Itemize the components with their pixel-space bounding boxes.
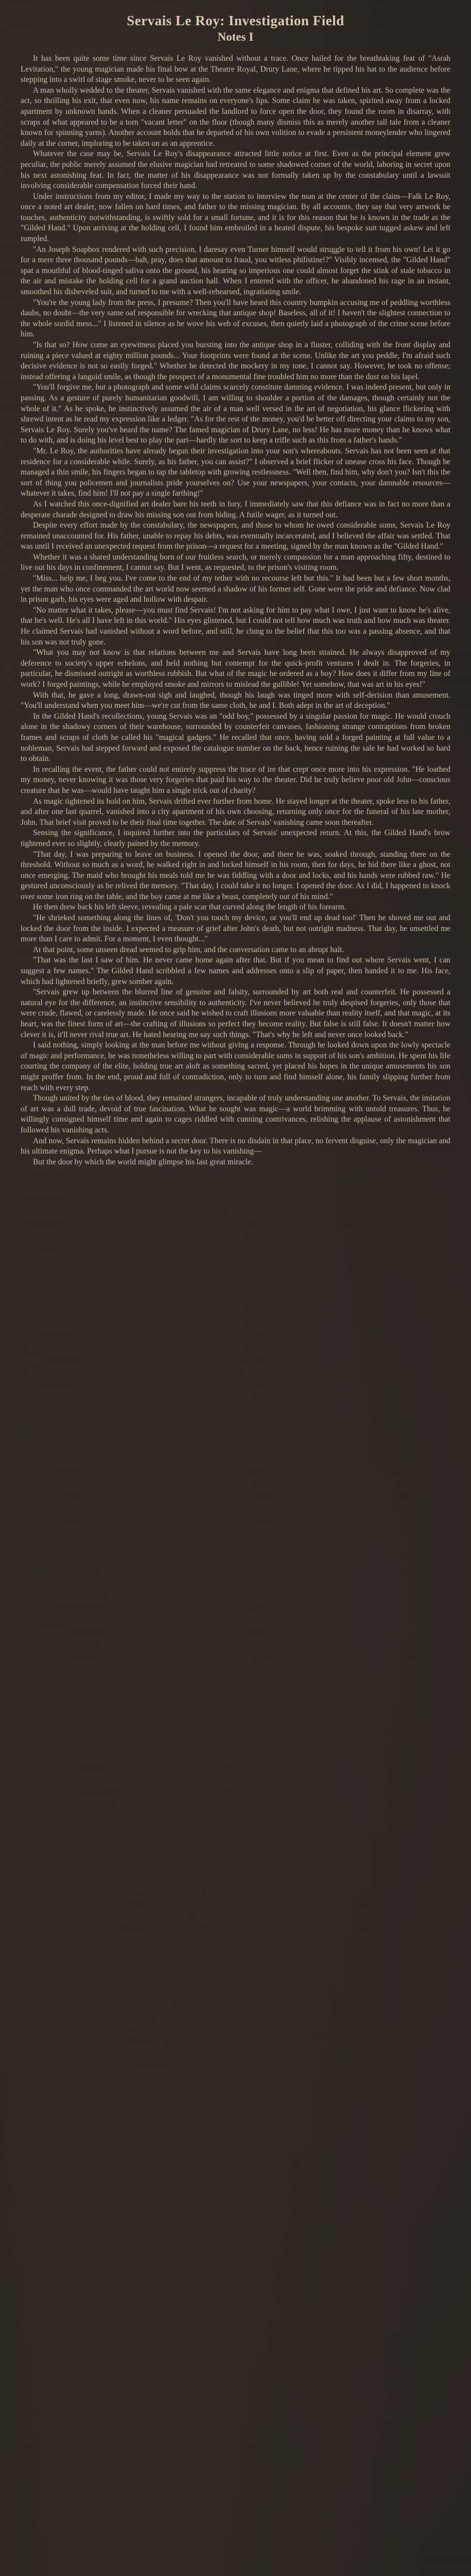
paragraph: He then drew back his left sleeve, revealing a pale scar that curved along the length of his forearm. <box>33 903 346 912</box>
paragraph: As I watched this once-dignified art dealer bare his teeth in fury, I immediately saw that this defiance was in fact no more than a desperate charade designed to draw his missing son out from hiding. A futile wager, as it turned out. <box>21 499 450 519</box>
paragraph: Though united by the ties of blood, they remained strangers, incapable of truly understanding one another. To Servais, the imitation of art was a dull trade, devoid of true fascination. What he sought was magic—a world brimming with untold treasures. Thus, he willingly consigned himself time and again to cages riddled with cunning contrivances, relishing the applause of astonishment that followed his vanishing acts. <box>21 1094 450 1134</box>
paragraph: In the Gilded Hand's recollections, young Servais was an "odd boy," possessed by a singular passion for magic. He would crouch alone in the shadowy corners of their warehouse, surrounded by counterfeit canvases, fashioning strange contraptions from broken frames and scraps of cloth he called his "magical gadgets." He recalled that once, having sold a forged painting at full value to a nobleman, Servais had stepped forward and exposed the catalogue number on the back, hence ruining the sale he had worked so hard to obtain. <box>21 711 450 764</box>
paragraph: With that, he gave a long, drawn-out sigh and laughed, though his laugh was tinged more with self-derision than amusement. "You'll understand when you meet him—we're cut from the same cloth, he and I. Both adept in the art of deception." <box>21 690 450 710</box>
document-title: Servais Le Roy: Investigation Field <box>127 13 344 28</box>
paragraph: "An Joseph Soapbox rendered with such precision, I daresay even Turner himself would struggle to tell it from his own! Let it go for a mere three thousand pounds—bah, pray, does that amount to fraud, you witless philistine!?" Visibly incensed, the "Gilded Hand" spat a mouthful of blood-tinged saliva onto the ground, his hearing so imperious one could almost forget the stink of stale tobacco in the air and mistake the holding cell for a grand auction hall. When I entered with the officer, he abandoned his rage in an instant, smoothed his disheveled suit, and turned to me with a well-rehearsed, ingratiating smile. <box>21 245 450 297</box>
paragraph: Whether it was a shared understanding born of our fruitless search, or merely compassion for a man approaching fifty, destined to live out his days in confinement, I cannot say. But I went, as requested, to the prison's visiting room. <box>21 552 450 572</box>
paragraph: "You're the young lady from the press, I presume? Then you'll have heard this country bumpkin accusing me of peddling worthless daubs, no doubt—the very same oaf responsible for wrecking that antique shop! Baseless, all of it! I haven't the slightest connection to the whole sordid mess..." I listened in silence as he wove his web of excuses, then quietly laid a photograph of the crime scene before him. <box>21 298 450 339</box>
paragraph: Despite every effort made by the constabulary, the newspapers, and those to whom he owed considerable sums, Servais Le Roy remained unaccounted for. His father, unable to repay his debts, was eventually incarcerated, and I believed the affair was settled. That was until I received an unexpected request from the prison—a request for a meeting, signed by the man known as the "Gilded Hand." <box>21 521 450 551</box>
paragraph: "Miss... help me, I beg you. I've come to the end of my tether with no recourse left but this." It had been but a few short months, yet the man who once commanded the art world now seemed a shadow of his former self. Gone were the pride and defiance. Now clad in prison garb, his eyes were aged and hollow with despair. <box>21 574 450 604</box>
paragraph: Under instructions from my editor, I made my way to the station to interview the man at the center of the claim—Falk Le Roy, once a noted art dealer, now fallen on hard times, and father to the missing magician. By all accounts, they say that very artwork he touches, authenticity notwithstanding, is swiftly sold for a small fortune, and it is for this reason that he is known in the trade as the "Gilded Hand." Upon arriving at the holding cell, I found him embroiled in a heated dispute, his bespoke suit tugged askew and left rumpled. <box>21 192 450 244</box>
paragraph: "Mr. Le Roy, the authorities have already begun their investigation into your son's whereabouts. Servais has not been seen at that residence for a considerable while. Surely, as his father, you can assist?" I observed a brief flicker of unease cross his face. Though he managed a thin smile, his fingers began to tap the tabletop with growing restlessness. "Well then, find him, why don't you? Isn't this the sort of thing you policemen and journalists pride yourselves on? Use your newspapers, your contacts, your damnable resources—whatever it takes, find him! I'll not pay a single farthing!" <box>21 446 450 498</box>
paragraph: Sensing the significance, I inquired further into the particulars of Servais' unexpected return. At this, the Gilded Hand's brow tightened ever so slightly, clearly pained by the memory. <box>21 828 450 848</box>
paragraph: "That day, I was preparing to leave on business. I opened the door, and there he was, soaked through, standing there on the threshold. Without so much as a word, he walked right in and locked himself in his room, then for days, he hid there like a ghost, not once emerging. The maid who brought his meals told me he was fiddling with a door and locks, and his hands were rubbed raw." He gestured unconsciously as he relived the memory. "That day, I could take it no longer. I opened the door. As I did, I happened to knock over some iron ring on the table, and the boy came at me like a beast, completely out of his mind." <box>21 850 450 901</box>
paragraph: I said nothing, simply looking at the man before me without giving a response. Through he looked down upon the lowly spectacle of magic and performance, he was nonetheless willing to part with considerable sums in support of his son's ambition. He spent his life courting the company of the elite, holding true art aloft as something sacred, yet placed his hopes in the unique amusements his son might proffer from. In the end, proud and full of contradiction, only to turn and find himself alone, his family slipping further from reach with every step. <box>21 1041 450 1092</box>
paragraph: Whatever the case may be, Servais Le Roy's disappearance attracted little notice at first. Even as the principal element grew peculiar, the public merely assumed the elusive magician had retreated to some shadowed corner of the world, laboring in secret upon his next astonishing feat. In fact, the matter of his disappearance was not formally taken up by the constabulary until a lawsuit involving considerable compensation forced their hand. <box>21 149 450 191</box>
paragraph: "Is that so? How come an eyewitness placed you bursting into the antique shop in a fluster, colliding with the front display and ruining a piece valued at eighty million pounds... Your footprints were found at the scene. Unlike the art you peddle, I'm afraid such decisive evidence is not so easily forged." Whether he detected the mockery in my tone, I cannot say. However, he took no offense; instead offering a languid smile, as though the prospect of a monumental fine troubled him no more than the dust on his lapel. <box>21 341 450 381</box>
paragraph: But the door by which the world might glimpse his last great miracle. <box>33 1157 253 1166</box>
paragraph: A man wholly wedded to the theater, Servais vanished with the same elegance and enigma that defined his art. So complete was the act, so thrilling his exit, that even now, his name remains on everyone's lips. Some claim he was taken, spirited away from a locked apartment by unknown hands. When a cleaner persuaded the landlord to force open the door, they found the room in disarray, with scraps of what appeared to be a torn "vacant letter" on the floor (though many dismiss this as merely another tall tale from a cleaner known for spinning yarns). Another account holds that he departed of his own volition to evade a persistent moneylender who lingered daily at the corner, imploring to be taken on as an apprentice. <box>21 86 450 148</box>
paragraph: "No matter what it takes, please—you must find Servais! I'm not asking for him to pay what I owe, I just want to know he's alive, that he's well. He's all I have left in this world." His eyes glistened, but I could not tell how much was truth and how much was theater. He claimed Servais had vanished without a word before, and still, he clung to the belief that this too was a passing absence, and that his son was not truly gone. <box>21 605 450 647</box>
paragraph: It has been quite some time since Servais Le Roy vanished without a trace. Once hailed for the breathtaking feat of "Asrah Levitation," the young magician made his final bow at the Theatre Royal, Drury Lane, where he tipped his hat to the audience before stepping into a swirl of stage smoke, never to be seen again. <box>21 54 450 84</box>
paragraph: "He shrieked something along the lines of, 'Don't you touch my device, or you'll end up dead too!' Then he shoved me out and locked the door from the inside. I expected a measure of grief after John's death, but not outright madness. That day, he unsettled me more than I care to admit. For a moment, I even thought..." <box>21 913 450 944</box>
paragraph: And now, Servais remains hidden behind a secret door. There is no disdain in that place, no fervent disguise, only the magician and his ultimate enigma. Perhaps what I pursue is not the key to his vanishing— <box>21 1136 450 1156</box>
document-body <box>21 54 450 1167</box>
paragraph: In recalling the event, the father could not entirely suppress the trace of ire that crept once more into his expression. "He loathed my money, never knowing it was those very forgeries that paid his way to the theater. Did he truly believe poor old John—conscious creature that he was—would have taught him a single trick out of charity? <box>21 765 450 795</box>
paragraph: "What you may not know is that relations between me and Servais have long been strained. He always disapproved of my deference to society's upper echelons, and held nothing but contempt for the quick-profit ventures I dealt in. The forgeries, in particular, he dismissed outright as worthless rubbish. But what of the magic he ordered as a boy? How does it differ from my line of work? I forged paintings, while he employed smoke and mirrors to mislead the gullible! Yet somehow, that was art in his eyes!" <box>21 648 450 689</box>
paragraph: "Servais grew up between the blurred line of genuine and falsity, surrounded by art both real and counterfeit. He possessed a natural eye for the difference, an instinctive sensibility to authenticity. I've never believed he truly despised forgeries, only those that were crude, flawed, or carelessly made. He once said he wished to craft illusions more valuable than reality itself, and that magic, at its heart, was the finest form of art—the crafting of illusions so perfect they become reality. But false is still false. It doesn't matter how clever it is, it'll never rival true art. He hated hearing me say such things. "That's why he left and never once looked back." <box>21 988 450 1039</box>
paragraph: "That was the last I saw of him. He never came home again after that. But if you mean to find out where Servais went, I can suggest a few names." The Gilded Hand scribbled a few names and addresses onto a slip of paper, then handed it to me. His face, which had lightened briefly, grew somber again. <box>21 956 450 986</box>
paragraph: At that point, some unseen dread seemed to grip him, and the conversation came to an abrupt halt. <box>33 945 344 954</box>
document-header <box>21 12 450 44</box>
paragraph: As magic tightened its hold on him, Servais drifted ever further from home. He stayed longer at the theater, spoke less to his father, and after one last quarrel, vanished into a city apartment of his own choosing, returning only once for the funeral of his late mother, John. That brief visit proved to be their final time together. The date of Servais' vanishing came soon thereafter. <box>21 796 450 827</box>
document-subtitle: Notes I <box>217 30 254 44</box>
paragraph: "You'll forgive me, but a photograph and some wild claims scarcely constitute damning evidence. I was indeed present, but only in passing. As a gesture of purely humanitarian goodwill, I am willing to shoulder a portion of the damages, though certainly not the whole of it." As he spoke, he instinctively assumed the air of a man well versed in the art of negotiation, his glance flickering with shrewd intent as he read my expression like a ledger. "As for the rest of the money, you'd be better off directing your claims to my son, Servais Le Roy. Surely you've heard the name? The famed magician of Drury Lane, no less! He has more money than he knows what to do with, and is doing his level best to play the part—hardly the sort to keep a trifle such as this from a father's hands." <box>21 383 450 445</box>
